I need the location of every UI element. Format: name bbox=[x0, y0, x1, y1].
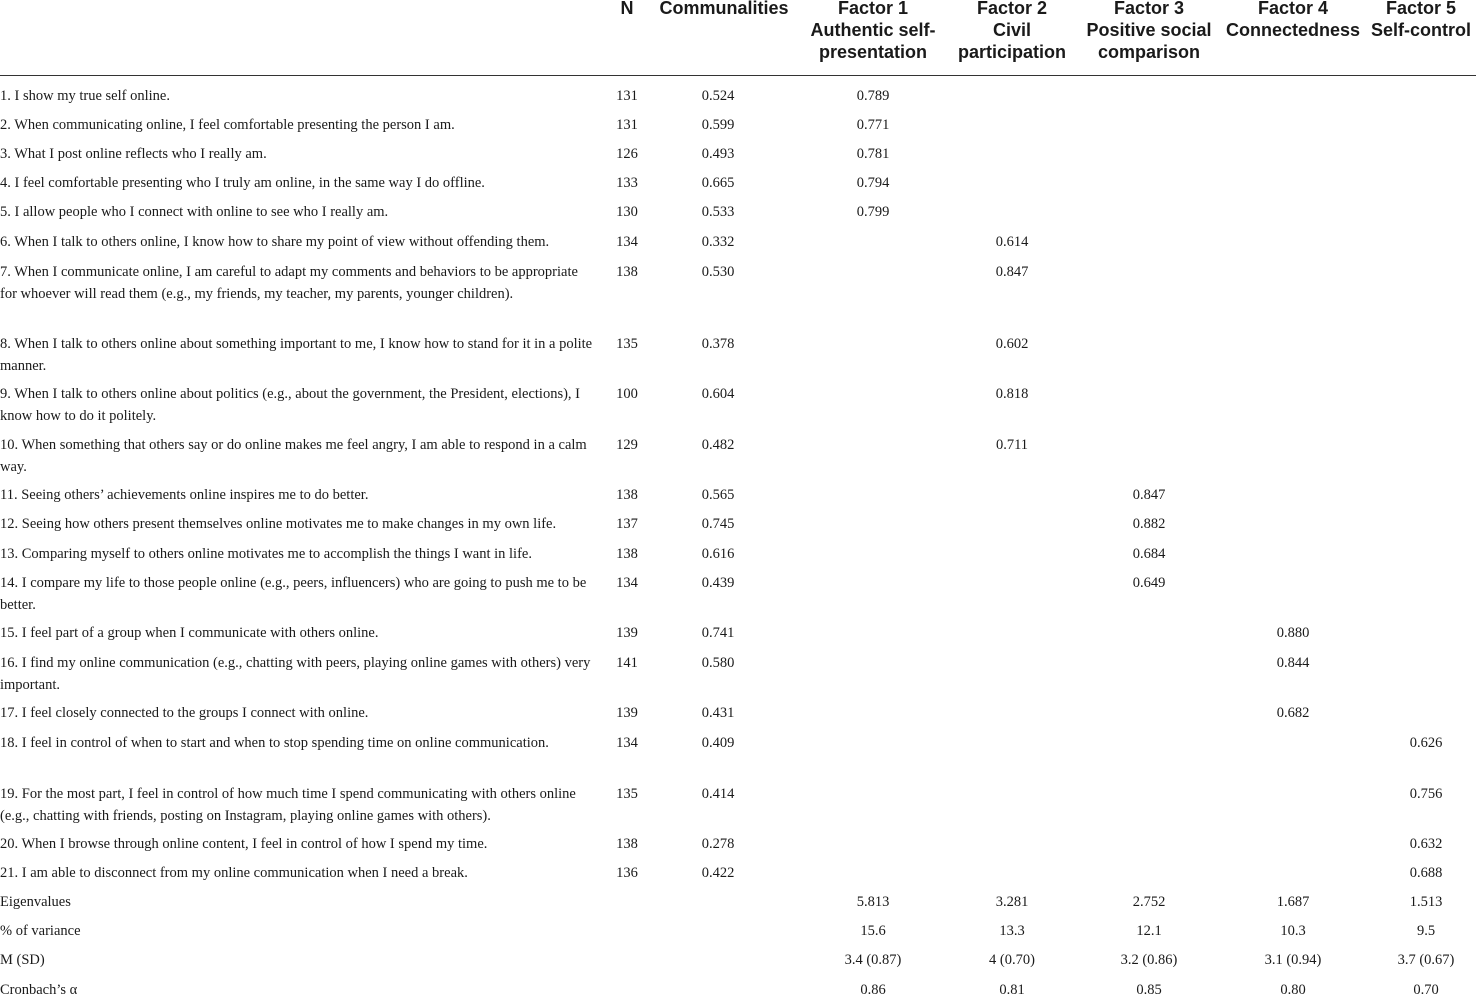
cell-communality: 0.565 bbox=[701, 487, 735, 503]
cell-communality: 0.409 bbox=[701, 735, 735, 751]
item-text: 20. When I browse through online content, I feel in control of how I spend my time. bbox=[0, 836, 488, 852]
cell-n: 138 bbox=[616, 546, 638, 562]
item-text: M (SD) bbox=[0, 952, 45, 968]
cell-factor-1: 0.789 bbox=[856, 88, 890, 104]
item-text: 9. When I talk to others online about politics (e.g., about the government, the President, elections), I know how to do it politely. bbox=[0, 386, 580, 424]
cell-communality: 0.741 bbox=[701, 625, 735, 641]
cell-factor-4: 0.880 bbox=[1276, 625, 1310, 641]
header-factor-4: Factor 4 Connectedness bbox=[1225, 0, 1361, 40]
cell-n: 133 bbox=[616, 175, 638, 191]
header-factor-2: Factor 2 Civil participation bbox=[957, 0, 1066, 62]
cell-factor-4: 0.682 bbox=[1276, 705, 1310, 721]
cell-factor-5: 0.632 bbox=[1409, 836, 1443, 852]
cell-factor-2: 0.847 bbox=[995, 264, 1029, 280]
cell-communality: 0.422 bbox=[701, 865, 735, 881]
cell-n: 131 bbox=[616, 117, 638, 133]
cell-factor-2: 0.81 bbox=[999, 982, 1025, 998]
item-text: 12. Seeing how others present themselves online motivates me to make changes in my own life. bbox=[0, 516, 557, 532]
cell-factor-1: 0.781 bbox=[856, 146, 890, 162]
item-text: 4. I feel comfortable presenting who I truly am online, in the same way I do offline. bbox=[0, 175, 485, 191]
cell-communality: 0.378 bbox=[701, 336, 735, 352]
header-factor-5: Factor 5 Self-control bbox=[1370, 0, 1471, 40]
cell-n: 135 bbox=[616, 786, 638, 802]
cell-n: 134 bbox=[616, 735, 638, 751]
header-factor-1: Factor 1 Authentic self- presentation bbox=[810, 0, 936, 62]
cell-factor-2: 0.818 bbox=[995, 386, 1029, 402]
cell-factor-1: 0.771 bbox=[856, 117, 890, 133]
table-header bbox=[0, 0, 1476, 76]
item-text: 15. I feel part of a group when I communicate with others online. bbox=[0, 625, 379, 641]
cell-factor-3: 0.882 bbox=[1132, 516, 1166, 532]
item-text: 1. I show my true self online. bbox=[0, 88, 170, 104]
item-text: 6. When I talk to others online, I know how to share my point of view without offending them. bbox=[0, 234, 550, 250]
item-text: 18. I feel in control of when to start and when to stop spending time on online communication. bbox=[0, 735, 549, 751]
item-text: 19. For the most part, I feel in control of how much time I spend communicating with others online (e.g., chatting with friends, posting on Instagram, playing online games with others). bbox=[0, 786, 576, 824]
cell-factor-3: 0.649 bbox=[1132, 575, 1166, 591]
cell-n: 134 bbox=[616, 575, 638, 591]
cell-factor-1: 0.799 bbox=[856, 204, 890, 220]
cell-factor-1: 5.813 bbox=[856, 894, 890, 910]
cell-factor-2: 0.711 bbox=[995, 437, 1029, 453]
item-text: 5. I allow people who I connect with online to see who I really am. bbox=[0, 204, 389, 220]
cell-communality: 0.599 bbox=[701, 117, 735, 133]
cell-communality: 0.533 bbox=[701, 204, 735, 220]
item-text: 7. When I communicate online, I am careful to adapt my comments and behaviors to be appropriate for whoever will read them (e.g., my friends, my teacher, my parents, younger children). bbox=[0, 264, 578, 302]
cell-communality: 0.414 bbox=[701, 786, 735, 802]
cell-n: 130 bbox=[616, 204, 638, 220]
cell-n: 139 bbox=[616, 705, 638, 721]
cell-factor-2: 0.614 bbox=[995, 234, 1029, 250]
item-text: 8. When I talk to others online about something important to me, I know how to stand for it in a polite manner. bbox=[0, 336, 593, 374]
cell-factor-3: 0.85 bbox=[1136, 982, 1162, 998]
item-text: 10. When something that others say or do online makes me feel angry, I am able to respond in a calm way. bbox=[0, 437, 587, 475]
item-text: 2. When communicating online, I feel comfortable presenting the person I am. bbox=[0, 117, 455, 133]
cell-factor-5: 0.688 bbox=[1409, 865, 1443, 881]
cell-n: 126 bbox=[616, 146, 638, 162]
item-text: 14. I compare my life to those people online (e.g., peers, influencers) who are going to push me to be better. bbox=[0, 575, 587, 613]
cell-factor-4: 0.844 bbox=[1276, 655, 1310, 671]
cell-communality: 0.431 bbox=[701, 705, 735, 721]
header-communalities: Communalities bbox=[659, 0, 789, 18]
cell-factor-3: 0.847 bbox=[1132, 487, 1166, 503]
item-text: Eigenvalues bbox=[0, 894, 71, 910]
cell-communality: 0.604 bbox=[701, 386, 735, 402]
cell-communality: 0.439 bbox=[701, 575, 735, 591]
cell-factor-1: 0.86 bbox=[860, 982, 886, 998]
cell-factor-4: 10.3 bbox=[1280, 923, 1306, 939]
cell-factor-2: 13.3 bbox=[999, 923, 1025, 939]
cell-communality: 0.530 bbox=[701, 264, 735, 280]
cell-n: 100 bbox=[616, 386, 638, 402]
cell-factor-5: 1.513 bbox=[1409, 894, 1443, 910]
header-factor-3: Factor 3 Positive social comparison bbox=[1086, 0, 1212, 62]
cell-factor-3: 0.684 bbox=[1132, 546, 1166, 562]
cell-n: 135 bbox=[616, 336, 638, 352]
item-text: 11. Seeing others’ achievements online inspires me to do better. bbox=[0, 487, 369, 503]
cell-factor-1: 0.794 bbox=[856, 175, 890, 191]
cell-n: 131 bbox=[616, 88, 638, 104]
cell-n: 138 bbox=[616, 836, 638, 852]
cell-factor-1: 15.6 bbox=[860, 923, 886, 939]
item-text: % of variance bbox=[0, 923, 81, 939]
item-text: 13. Comparing myself to others online motivates me to accomplish the things I want in life. bbox=[0, 546, 532, 562]
cell-factor-4: 1.687 bbox=[1276, 894, 1310, 910]
item-text: 21. I am able to disconnect from my online communication when I need a break. bbox=[0, 865, 468, 881]
cell-factor-2: 4 (0.70) bbox=[989, 952, 1035, 968]
header-rule bbox=[0, 75, 1476, 76]
cell-n: 139 bbox=[616, 625, 638, 641]
cell-n: 137 bbox=[616, 516, 638, 532]
cell-factor-3: 3.2 (0.86) bbox=[1120, 952, 1178, 968]
item-text: Cronbach’s α bbox=[0, 982, 78, 998]
cell-n: 136 bbox=[616, 865, 638, 881]
cell-communality: 0.580 bbox=[701, 655, 735, 671]
item-text: 17. I feel closely connected to the groups I connect with online. bbox=[0, 705, 369, 721]
cell-factor-5: 3.7 (0.67) bbox=[1397, 952, 1455, 968]
cell-factor-5: 0.756 bbox=[1409, 786, 1443, 802]
cell-communality: 0.616 bbox=[701, 546, 735, 562]
cell-factor-5: 0.70 bbox=[1413, 982, 1439, 998]
cell-communality: 0.332 bbox=[701, 234, 735, 250]
cell-factor-5: 0.626 bbox=[1409, 735, 1443, 751]
cell-factor-1: 3.4 (0.87) bbox=[844, 952, 902, 968]
cell-communality: 0.493 bbox=[701, 146, 735, 162]
cell-communality: 0.524 bbox=[701, 88, 735, 104]
cell-factor-3: 12.1 bbox=[1136, 923, 1162, 939]
cell-factor-4: 0.80 bbox=[1280, 982, 1306, 998]
cell-communality: 0.745 bbox=[701, 516, 735, 532]
cell-n: 134 bbox=[616, 234, 638, 250]
cell-factor-2: 3.281 bbox=[995, 894, 1029, 910]
cell-n: 138 bbox=[616, 487, 638, 503]
cell-factor-2: 0.602 bbox=[995, 336, 1029, 352]
cell-factor-3: 2.752 bbox=[1132, 894, 1166, 910]
cell-n: 129 bbox=[616, 437, 638, 453]
cell-factor-5: 9.5 bbox=[1416, 923, 1436, 939]
cell-communality: 0.482 bbox=[701, 437, 735, 453]
cell-n: 141 bbox=[616, 655, 638, 671]
cell-n: 138 bbox=[616, 264, 638, 280]
cell-communality: 0.665 bbox=[701, 175, 735, 191]
cell-factor-4: 3.1 (0.94) bbox=[1264, 952, 1322, 968]
cell-communality: 0.278 bbox=[701, 836, 735, 852]
item-text: 3. What I post online reflects who I really am. bbox=[0, 146, 267, 162]
item-text: 16. I find my online communication (e.g., chatting with peers, playing online games with others) very important. bbox=[0, 655, 591, 693]
header-n: N bbox=[620, 0, 634, 18]
